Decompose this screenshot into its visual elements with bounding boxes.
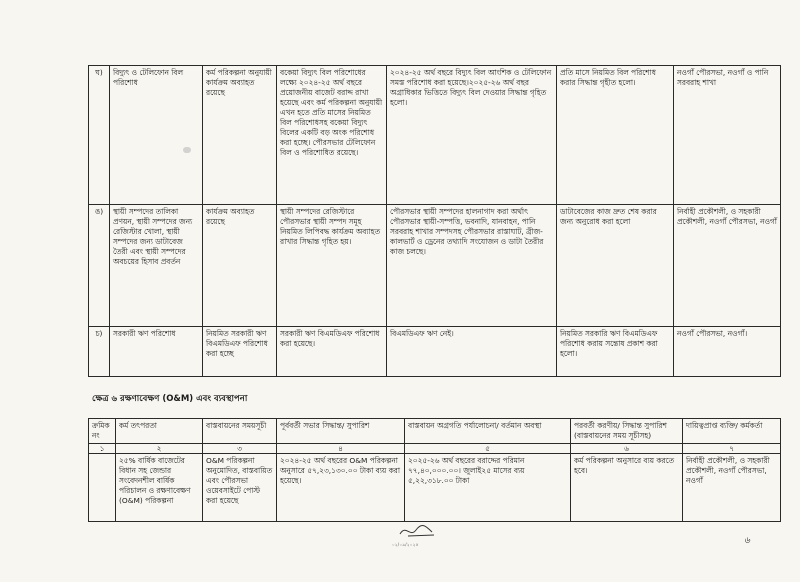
progress-table xyxy=(88,65,781,377)
responsible-cell: নির্বাহী প্রকৌশলী, ও সহকারী প্রকৌশলী, নওগাঁ পৌরসভা, নওগাঁ xyxy=(683,454,781,522)
signature xyxy=(398,520,438,540)
column-header: বাস্তবায়ন অগ্রগতি পর্যালোচনা/ বর্তমান অবস্থা xyxy=(405,419,571,444)
column-header: পূর্ববর্তী সভার সিদ্ধান্ত/ সুপারিশ xyxy=(277,419,405,444)
column-number: ১ xyxy=(89,444,116,454)
signature-caption: ০২/০৯/২০২৫ xyxy=(392,542,419,547)
column-number: ২ xyxy=(116,444,203,454)
table-row xyxy=(89,454,781,522)
column-header: ক্রমিক নং xyxy=(89,419,116,444)
progress-cell: বিএমডিএফ ঋণ নেই। xyxy=(387,327,557,377)
subject-cell: বিদ্যুৎ ও টেলিফোন বিল পরিশোধ xyxy=(110,66,203,205)
column-number-row xyxy=(89,444,781,454)
column-number: ৬ xyxy=(571,444,683,454)
column-header: দায়িত্বপ্রাপ্ত ব্যক্তি/ কর্মকর্তা xyxy=(683,419,781,444)
table-row xyxy=(89,205,781,327)
action-plan-cell: O&M পরিকল্পনা অনুমোদিত, বাস্তবায়িত এবং পৌরসভা ওয়েবসাইটে পোস্ট করা হয়েছে xyxy=(203,454,277,522)
responsible-cell: নওগাঁ পৌরসভা, নওগাঁ। xyxy=(674,327,781,377)
plan-cell: কর্ম পরিকল্পনা অনুযায়ী কার্যক্রম অব্যাহত রয়েছে xyxy=(203,66,277,205)
column-number: ৩ xyxy=(203,444,277,454)
section-title: ক্ষেত্র ৬ রক্ষণাবেক্ষণ (O&M) এবং ব্যবস্থাপনা xyxy=(92,394,248,404)
next-action-cell: নিয়মিত সরকারি ঋণ বিএমডিএফ পরিশোধ করায় সন্তোষ প্রকাশ করা হলো। xyxy=(557,327,674,377)
column-number: ৫ xyxy=(405,444,571,454)
column-number: ৭ xyxy=(683,444,781,454)
column-header: কর্ম তৎপরতা xyxy=(116,419,203,444)
previous-decision-cell: ২০২৪-২৫ অর্থ বছরের O&M পরিকল্পনা অনুসারে ৫৭,২৩,১৩০.০০ টাকা ব্যয় করা হয়েছে। xyxy=(277,454,405,522)
previous-decision-cell: সরকারী ঋণ বিএমডিএফ পরিশোধ করা হয়েছে। xyxy=(277,327,387,377)
serial-cell xyxy=(89,454,116,522)
serial-cell: ঙ) xyxy=(89,205,110,327)
subject-cell: স্থায়ী সম্পদের তালিকা প্রণয়ন, স্থায়ী সম্পদের জন্য রেজিস্টার খোলা, স্থায়ী সম্পদের জন্য ডাটাবেজ তৈরী এবং স্থায়ী সম্পদের অবচয়ের হিসাব প্রবর্তন xyxy=(110,205,203,327)
column-header: বাস্তবায়নের সময়সূচী xyxy=(203,419,277,444)
progress-cell: ২০২৪-২৫ অর্থ বছরে বিদ্যুৎ বিল আংশিক ও টেলিফোন সমস্ত পরিশোধ করা হয়েছে।২০২৫-২৬ অর্থ বছর অগ্রাধিকার ভিত্তিতে বিদ্যুৎ বিল দেওয়ার সিদ্ধান্ত গৃহিত হলো। xyxy=(387,66,557,205)
column-number: ৪ xyxy=(277,444,405,454)
plan-cell: কার্যক্রম অব্যাহত রয়েছে xyxy=(203,205,277,327)
previous-decision-cell: বকেয়া বিদ্যুৎ বিল পরিশোধের লক্ষ্যে ২০২৪-২৫ অর্থ বছরে প্রয়োজনীয় বাজেট বরাদ্দ রাখা হয়েছে এবং কর্ম পরিকল্পনা অনুযায়ী এখন হতে প্রতি মাসের নিয়মিত বিল পরিশোধসহ বকেয়া বিদ্যুৎ বিলের একটি বড় অংক পরিশোধ করা হচ্ছে। পৌরসভার টেলিফোন বিল ও পরিশোধিত রয়েছে। xyxy=(277,66,387,205)
serial-cell: চ) xyxy=(89,327,110,377)
plan-cell: নিয়মিত সরকারী ঋণ বিএমডিএফ পরিশোধ করা হচ্ছে xyxy=(203,327,277,377)
om-table xyxy=(88,418,781,522)
ink-stain xyxy=(183,147,191,153)
responsible-cell: নওগাঁ পৌরসভা, নওগাঁ ও পানি সরবরাহ শাখা xyxy=(674,66,781,205)
subject-cell: সরকারী ঋণ পরিশোধ xyxy=(110,327,203,377)
table-row xyxy=(89,66,781,205)
table-header-row xyxy=(89,419,781,444)
next-action-cell: প্রতি মাসে নিয়মিত বিল পরিশোধ করার সিদ্ধান্ত গৃহীত হলো। xyxy=(557,66,674,205)
column-header: পরবর্তী করণীয়/ সিদ্ধান্ত সুপারিশ (বাস্তবায়নের সময় সূচীসহ) xyxy=(571,419,683,444)
activity-cell: ২৫% বার্ষিক বাজেটের বিধান সহ জেন্ডার সংবেদনশীল বার্ষিক পরিচালন ও রক্ষণাবেক্ষণ (O&M) পরিকল্পনা xyxy=(116,454,203,522)
previous-decision-cell: স্থায়ী সম্পদের রেজিস্টারে পৌরসভার স্থায়ী সম্পদ সমূহ নিয়মিত লিপিবদ্ধ কার্যক্রম অব্যাহত রাখার সিদ্ধান্ত গৃহিত হয়। xyxy=(277,205,387,327)
table-row xyxy=(89,327,781,377)
serial-cell: ঘ) xyxy=(89,66,110,205)
page-number: ৬ xyxy=(744,536,750,546)
next-action-cell: কর্ম পরিকল্পনা অনুসারে ব্যয় করতে হবে। xyxy=(571,454,683,522)
responsible-cell: নির্বাহী প্রকৌশলী, ও সহকারী প্রকৌশলী, নওগাঁ পৌরসভা, নওগাঁ xyxy=(674,205,781,327)
next-action-cell: ডাটাবেজের কাজ দ্রুত শেষ করার জন্য অনুরোধ করা হলো xyxy=(557,205,674,327)
progress-cell: ২০২৫-২৬ অর্থ বছরের বরাদ্দের পরিমান ৭৭,৪০,০০০.০০। জুলাই২৫ মাসের ব্যয় ৫,২২,৩১৮.০০ টাকা xyxy=(405,454,571,522)
progress-cell: পৌরসভার স্থায়ী সম্পদের হালনাগাদ করা অর্থাৎ পৌরসভার স্থায়ী-সম্পত্তি, ভবনাদি, যানবাহন, পানি সরবরাহ শাখার সম্পদসহ পৌরসভার রাস্তাঘাট, ব্রীজ-কালভার্ট ও ড্রেনের তথ্যাদি সংযোজন ও ডাটা তৈরীর কাজ চলছে। xyxy=(387,205,557,327)
